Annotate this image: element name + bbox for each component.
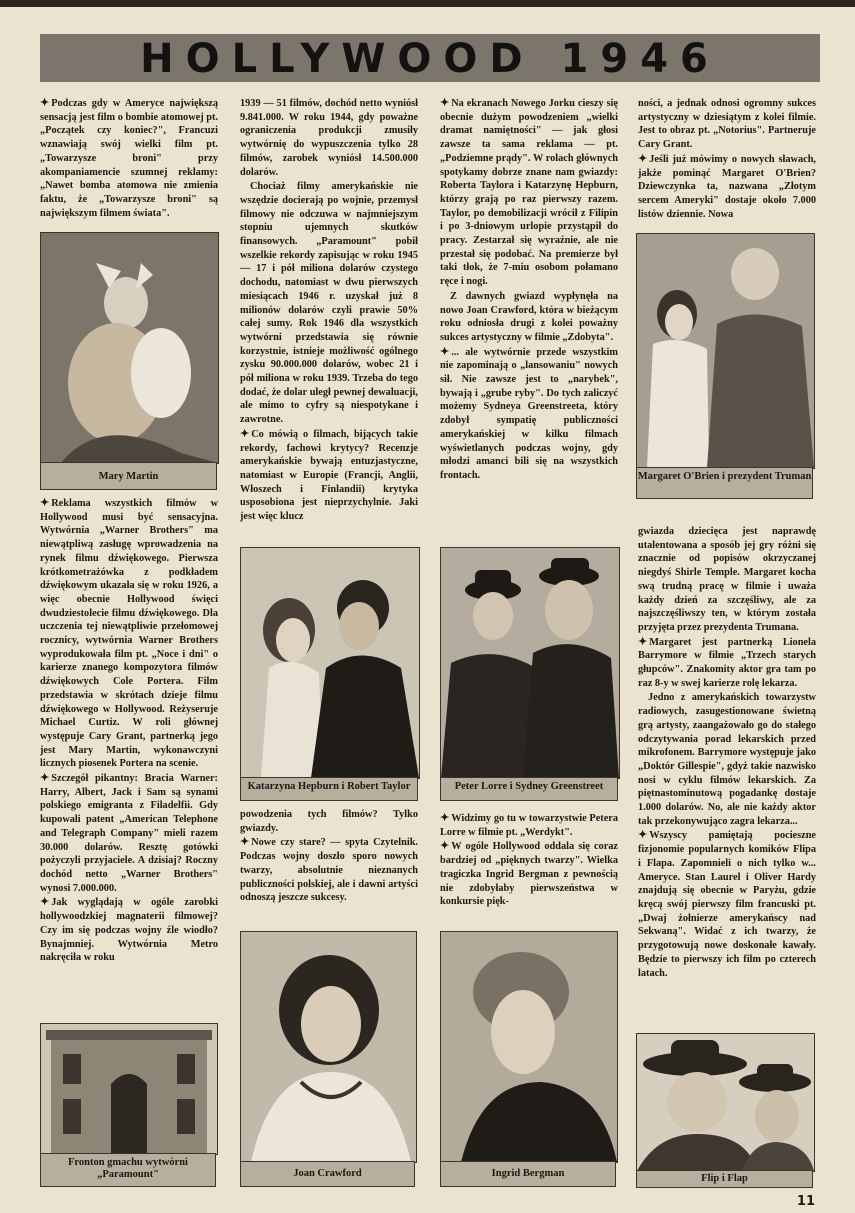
paragraph: Jedno z amerykańskich towarzystw radiowych, zasugestionowane świetną grą artysty, zaangażowało go do stałego odczytywania porad lekarskich przed mikrofonem. Barrymore występuje jako „Doktór Gillespie", gdyż takie nazwisko nosi w cyklu filmów lekarskich. Za piętnastominutową pogadankę dostaje 1.000 dolarów. No, ale nie każdy aktor tak przekonywująco zagra lekarza... <box>638 692 816 827</box>
paragraph: ✦ Jak wyglądają w ogóle zarobki hollywoodzkiej magnaterii filmowej? Czy im się podczas wojny źle wiodło? Bynajmniej. Wytwórnia Metro nakręciła w roku <box>40 896 218 964</box>
star-bullet-icon: ✦ <box>440 840 450 853</box>
paragraph: ✦ Nowe czy stare? — spyta Czytelnik. Podczas wojny doszło sporo nowych twarzy, absolutnie nieznanych publiczności polskiej, ale i dawni artyści odnoszą jeszcze sukcesy. <box>240 836 418 904</box>
caption-lorre-greenstreet: Peter Lorre i Sydney Greenstreet <box>440 777 618 801</box>
star-bullet-icon: ✦ <box>40 896 50 909</box>
photo-paramount-building <box>40 1023 218 1155</box>
paragraph: ✦ ... ale wytwórnie przede wszystkim nie zapominają o „lansowaniu" nowych sił. Nie zawsze jest to „narybek", bywają i „grube ryby". Do tych zaliczyć możemy Sydneya Greenstreeta, który zdobył sympatię publiczności amerykańskiej w kilku filmach wyświetlanych podczas wojny, gdy młodzi amanci bili się na wszystkich frontach. <box>440 345 618 481</box>
star-bullet-icon: ✦ <box>440 812 450 824</box>
paragraph: ✦ Co mówią o filmach, bijących takie rekordy, fachowi krytycy? Recenzje amerykańskie bywają entuzjastyczne, natomiast w Europie (Francji, Anglii, Włoszech i Finlandii) krytyka usposobiona jest nieprzychylnie. Jaki jest więc klucz <box>240 427 418 523</box>
star-bullet-icon: ✦ <box>638 635 648 648</box>
paragraph: ✦ Podczas gdy w Ameryce największą sensacją jest film o bombie atomowej pt. „Początek czy koniec?", Francuzi wznawiają swój wielki film pt. „Towarzysze broni" przy akompaniamencie szumnej reklamy: „Nawet bomba atomowa nie zmienia faktu, że „Towarzysze broni" są największym filmem świata". <box>40 97 218 219</box>
column-3-top <box>440 97 618 484</box>
caption-margaret-truman: Margaret O'Brien i prezydent Truman <box>636 467 813 499</box>
column-2-bottom <box>240 808 418 906</box>
page-number: 11 <box>796 1194 815 1209</box>
photo-joan-crawford <box>240 931 417 1163</box>
column-1-middle <box>40 497 218 966</box>
paragraph: gwiazda dziecięca jest naprawdę utalentowana a sposób jej gry różni się znacznie od popisów okrzyczanej niegdyś Shirle Temple. Margaret kocha swą trudną pracę w filmie i uważa każdy dzień za szczęśliwy, ale za najszczęśliwszy ten, w którym została przyjęta przez prezydenta Trumana. <box>638 526 816 633</box>
caption-mary-martin: Mary Martin <box>40 462 217 490</box>
star-bullet-icon: ✦ <box>40 497 50 509</box>
star-bullet-icon: ✦ <box>440 97 450 109</box>
caption-flip-flap: Flip i Flap <box>636 1170 813 1188</box>
caption-paramount: Fronton gmachu wytwórni „Paramount" <box>40 1153 216 1187</box>
caption-hepburn-taylor: Katarzyna Hepburn i Robert Taylor <box>240 777 418 801</box>
column-4-bottom <box>638 525 816 981</box>
caption-joan-crawford: Joan Crawford <box>240 1161 415 1187</box>
paragraph: ✦ Jeśli już mówimy o nowych sławach, jakże pominąć Margaret O'Brien? Dziewczynka ta, nazwana „Złotym sercem Ameryki" dostaje około 7.000 listów dziennie. Nowa <box>638 152 816 220</box>
paragraph: ✦ Szczegół pikantny: Bracia Warner: Harry, Albert, Jack i Sam są synami polskiego emigranta z Filadelfii. Gdy kupowali patent „American Telephone and Telegraph Company" mieli razem 30.000 dolarów. Resztę gotówki pożyczyli przyjaciele. A dzisiaj? Roczny dochód netto „Warner Brothers" wynosi 7.000.000. <box>40 772 218 894</box>
photo-flip-flap <box>636 1033 815 1172</box>
caption-ingrid-bergman: Ingrid Bergman <box>440 1161 616 1187</box>
paragraph: ✦ Wszyscy pamiętają pocieszne fizjonomie popularnych komików Flipa i Flapa. Zapomnieli o nich tylko w... Ameryce. Stan Laurel i Oliver Hardy znajdują się obecnie w Paryżu, gdzie kręcą swój pierwszy film francuski pt. „Dwaj żołnierze amerykańscy nad Sekwaną". Widać z ich twarzy, że przygotowują nowe doskonałe kawały. Będzie to pierwszy ich film po czterech latach. <box>638 829 816 979</box>
paragraph: ✦ Na ekranach Nowego Jorku cieszy się obecnie dużym powodzeniem „wielki dramat namiętności" — jak głosi zawsze ta sama reklama — pt. „Podziemne prądy". W rolach głównych spotykamy dobrze znane nam gwiazdy: Roberta Taylora i Katarzynę Hepburn, którzy grają po raz pierwszy razem. Taylor, po demobilizacji wrócił z Filipin i po 3-dniowym urlopie przystąpił do pracy. Zestarzał się wyraźnie, ale nie przestał się podobać. Na premierze był taki tłok, że 7-miu osobom połamano ręce i nogi. <box>440 97 618 288</box>
paragraph: ✦ W ogóle Hollywood oddala się coraz bardziej od „pięknych twarzy". Wielka tragiczka Ingrid Bergman z pewnością nie zdobyłaby pierwszeństwa w konkursie pięk- <box>440 840 618 908</box>
star-bullet-icon: ✦ <box>40 772 50 785</box>
star-bullet-icon: ✦ <box>638 829 648 842</box>
paragraph: powodzenia tych filmów? Tylko gwiazdy. <box>240 809 418 834</box>
paragraph: Z dawnych gwiazd wypłynęła na nowo Joan Crawford, która w bieżącym roku odniosła drugi z kolei poważny sukces artystyczny w filmie „Zdobyta". <box>440 290 618 343</box>
paragraph: ✦ Widzimy go tu w towarzystwie Petera Lorre w filmie pt. „Werdykt". <box>440 812 618 838</box>
paragraph: ✦ Margaret jest partnerką Lionela Barrymore w filmie „Trzech starych głupców". Znakomity aktor gra tam po raz 8-y w swej karierze rolę lekarza. <box>638 635 816 689</box>
page-title: HOLLYWOOD 1946 <box>140 36 720 82</box>
top-border <box>0 0 855 7</box>
column-4-top <box>638 97 816 222</box>
star-bullet-icon: ✦ <box>40 97 50 109</box>
photo-lorre-greenstreet <box>440 547 620 779</box>
title-banner <box>40 34 820 82</box>
paragraph: 1939 — 51 filmów, dochód netto wyniósł 9.841.000. W roku 1944, gdy poważne ograniczenia produkcji zmusiły wytwórnię do wypuszczenia tylko 28 filmów, zarobek wyniósł 14.500.000 dolarów. <box>240 98 418 178</box>
photo-mary-martin <box>40 232 219 464</box>
paragraph: Chociaż filmy amerykańskie nie wszędzie docierają po wojnie, przemysł filmowy nie odczuwa w najmniejszym stopniu ujemnych skutków finansowych. „Paramount" pobił wszelkie rekordy zapisując w roku 1945 — 17 i pół miliona dolarów czystego dochodu, natomiast w dwu pierwszych miesiącach 1946 r. uzyskał już 8 milionów dolarów czyli prawie 50% całej sumy. Rok 1946 dla wszystkich wytwórni przedstawia się równie korzystnie, istnieje możliwość ogólnego zysku 90.000.000 dolarów, wobec 21 i pół miliona w roku 1939. Trzeba do tego dodać, że dolar uległ pewnej dewaluacji, ale mimo to cyfry są niespotykane i zawrotne. <box>240 181 418 426</box>
star-bullet-icon: ✦ <box>440 345 450 358</box>
photo-ingrid-bergman <box>440 931 618 1163</box>
star-bullet-icon: ✦ <box>240 427 250 440</box>
photo-margaret-truman <box>636 233 815 469</box>
column-3-bottom <box>440 812 618 910</box>
column-1-top <box>40 97 218 221</box>
paragraph: ności, a jednak odnosi ogromny sukces artystyczny w dziesiątym z kolei filmie. Jest to obraz pt. „Notorius". Partneruje Cary Grant. <box>638 98 816 151</box>
photo-hepburn-taylor <box>240 547 420 779</box>
paragraph: ✦ Reklama wszystkich filmów w Hollywood musi być sensacyjna. Wytwórnia „Warner Brothers" ma niewątpliwą zasługę wprowadzenia na rynek filmu dźwiękowego. Pierwsza krótkometrażówka z podkładem dźwiękowym ukazała się w roku 1926, a więc obecnie Hollywood święci dwudziestolecie filmu dźwiękowego. Dla uczczenia tej niewątpliwie przełomowej rocznicy, wytwórnia Warner Brothers wyprodukowała film pt. „Noce i dni" o karierze znanego kompozytora filmów dźwiękowych Cole Portera. Film przedstawia w skrótach dzieje filmu dźwiękowego w Hollywood. Reżyseruje Michael Curtiz. W roli głównej występuje Cary Grant, partnerką jego jest Mary Martin, wykonawczyni licznych piosenek Portera na scenie. <box>40 497 218 770</box>
star-bullet-icon: ✦ <box>240 836 250 849</box>
star-bullet-icon: ✦ <box>638 152 648 165</box>
column-2-top <box>240 97 418 525</box>
